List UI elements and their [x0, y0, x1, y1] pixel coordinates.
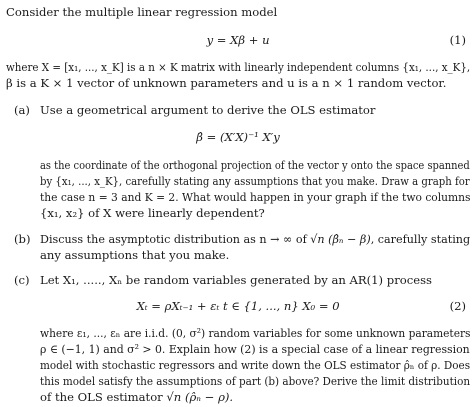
part-a-text-3: by {x₁, ..., x_K}, carefully stating any assumptions that you make. Draw a graph for — [40, 174, 470, 188]
equation-1: y = Xβ + u — [206, 33, 270, 47]
part-a-text-5: {x₁, x₂} of X were linearly dependent? — [40, 206, 265, 220]
part-c-text-3: ρ ∈ (−1, 1) and σ² > 0. Explain how (2) is a special case of a linear regression — [40, 342, 470, 356]
part-a-text-2: as the coordinate of the orthogonal projection of the vector y onto the space spanned — [40, 158, 470, 172]
intro-text: Consider the multiple linear regression model — [6, 5, 278, 19]
equation-1-number: (1) — [449, 33, 466, 47]
part-c-line-6 — [40, 389, 233, 405]
part-c-text-4: model with stochastic regressors and write down the OLS estimator ρ̂ₙ of ρ. Does — [40, 358, 471, 372]
where-line-2: β is a K × 1 vector of unknown parameters and u is a n × 1 random vector. — [6, 76, 447, 90]
part-c-text-5: this model satisfy the assumptions of part (b) above? Derive the limit distribution — [40, 374, 471, 388]
part-c-label: (c) — [14, 273, 30, 287]
part-a-text-1: Use a geometrical argument to derive the OLS estimator — [40, 103, 376, 117]
where-line-1: where X = [x₁, ..., x_K] is a n × K matrix with linearly independent columns {x₁, ..., x_K}, — [6, 60, 471, 74]
part-b-text-1-pre: Discuss the asymptotic distribution as n → ∞ of — [40, 232, 307, 246]
part-c-sqrt-expression: √n (ρ̂ₙ − ρ). — [166, 390, 234, 404]
part-a-label: (a) — [14, 103, 30, 117]
part-c-text-1: Let X₁, ....., Xₙ be random variables generated by an AR(1) process — [40, 273, 432, 287]
part-b-line-1 — [40, 231, 470, 247]
equation-2-number: (2) — [449, 299, 466, 313]
part-b-label: (b) — [14, 232, 31, 246]
problem-document — [6, 2, 472, 405]
part-b-text-1-post: , carefully stating — [370, 232, 471, 246]
part-c-text-2: where ε₁, ..., εₙ are i.i.d. (0, σ²) random variables for some unknown parameters — [40, 326, 471, 340]
part-a-text-4: the case n = 3 and K = 2. What would happen in your graph if the two columns — [40, 190, 471, 204]
part-c-equation: Xₜ = ρXₜ₋₁ + εₜ t ∈ {1, ..., n} X₀ = 0 — [136, 299, 340, 313]
part-b-text-2: any assumptions that you make. — [40, 248, 230, 262]
part-b-sqrt-expression: √n (β̂ₙ − β) — [310, 232, 371, 246]
part-a-equation: β̂ = (X′X)⁻¹ X′y — [196, 130, 280, 144]
part-c-text-6-pre: of the OLS estimator — [40, 390, 163, 404]
